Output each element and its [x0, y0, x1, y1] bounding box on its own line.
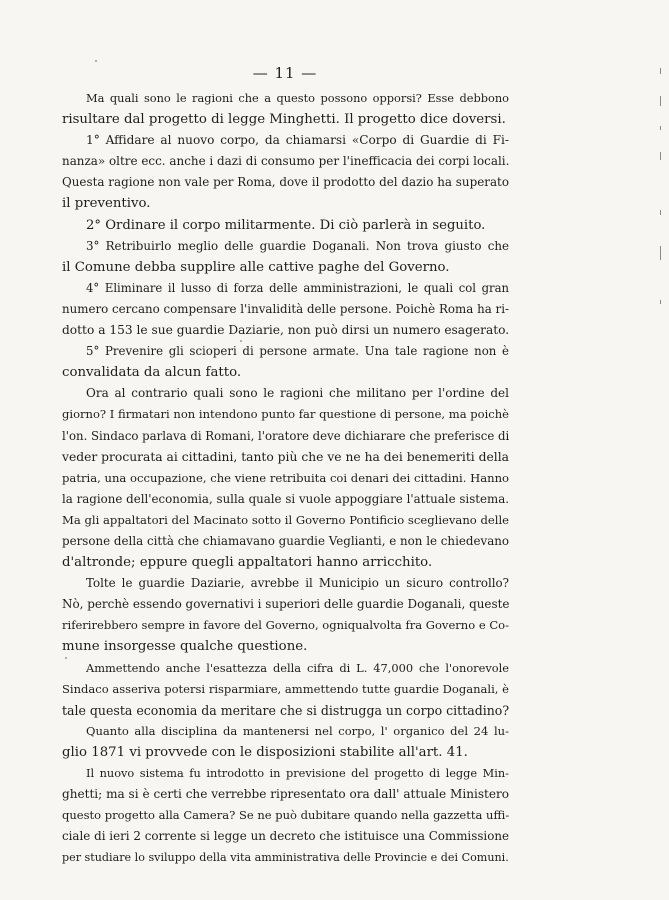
text-line: il preventivo. — [62, 196, 151, 212]
margin-scan-mark — [660, 96, 661, 106]
text-line: dotto a 153 le sue guardie Daziarie, non può dirsi un numero esagerato. — [62, 323, 510, 338]
text-line: patria, una occupazione, che viene retribuita coi denari dei cittadini. Hanno — [62, 470, 509, 485]
scan-speck — [65, 657, 67, 659]
margin-scan-mark — [660, 210, 661, 215]
text-line: 4° Eliminare il lusso di forza delle amministrazioni, le quali col gran — [86, 280, 509, 295]
text-line: convalidata da alcun fatto. — [62, 365, 242, 381]
text-line: Ma gli appaltatori del Macinato sotto il Governo Pontificio sceglievano delle — [62, 512, 509, 527]
text-line: Sindaco asseriva potersi risparmiare, ammettendo tutte guardie Doganali, è — [62, 681, 509, 696]
margin-scan-mark — [660, 152, 661, 160]
text-line: nanza» oltre ecc. anche i dazi di consumo per l'inefficacia dei corpi locali. — [62, 154, 510, 169]
text-line: l'on. Sindaco parlava di Romani, l'oratore deve dichiarare che preferisce di — [62, 428, 510, 443]
text-line: Tolte le guardie Daziarie, avrebbe il Municipio un sicuro controllo? — [86, 576, 509, 591]
margin-scan-mark — [660, 300, 661, 304]
text-line: mune insorgesse qualche questione. — [62, 639, 308, 655]
text-line: glio 1871 vi provvede con le disposizioni stabilite all'art. 41. — [62, 744, 468, 760]
body-text — [62, 88, 509, 868]
text-line: Ammettendo anche l'esattezza della cifra di L. 47,000 che l'onorevole — [86, 660, 509, 675]
text-line: per studiare lo sviluppo della vita amministrativa delle Provincie e dei Comuni. — [62, 851, 509, 865]
text-line: numero cercano compensare l'invalidità delle persone. Poichè Roma ha ri- — [62, 301, 509, 316]
text-line: 2° Ordinare il corpo militarmente. Di ciò parlerà in seguito. — [86, 217, 486, 233]
text-line: tale questa economia da meritare che si distrugga un corpo cittadino? — [62, 702, 510, 718]
margin-scan-mark — [660, 246, 661, 260]
text-line: ghetti; ma si è certi che verrebbe ripresentato ora dall' attuale Ministero — [62, 787, 509, 802]
text-line: Questa ragione non vale per Roma, dove il prodotto del dazio ha superato — [62, 175, 509, 190]
text-line: Quanto alla disciplina da mantenersi nel corpo, l' organico del 24 lu- — [86, 723, 509, 738]
text-line: il Comune debba supplire alle cattive paghe del Governo. — [62, 259, 450, 275]
text-line: veder procurata ai cittadini, tanto più che ve ne ha dei benemeriti della — [62, 449, 509, 464]
scan-speck — [240, 340, 242, 342]
text-line: questo progetto alla Camera? Se ne può dubitare quando nella gazzetta uffi- — [62, 808, 510, 823]
scan-speck — [95, 60, 97, 62]
text-line: 3° Retribuirlo meglio delle guardie Doganali. Non trova giusto che — [86, 238, 509, 253]
text-line: Il nuovo sistema fu introdotto in previsione del progetto di legge Min- — [86, 766, 509, 780]
text-line: Ma quali sono le ragioni che a questo possono opporsi? Esse debbono — [86, 91, 509, 105]
text-line: Ora al contrario quali sono le ragioni che militano per l'ordine del — [86, 386, 509, 401]
text-line: ciale di ieri 2 corrente si legge un decreto che istituisce una Commissione — [62, 829, 509, 844]
text-line: giorno? I firmatari non intendono punto far questione di persone, ma poichè — [62, 407, 509, 422]
text-line: Nò, perchè essendo governativi i superiori delle guardie Doganali, queste — [62, 597, 510, 612]
page-number: — 11 — — [252, 64, 318, 82]
margin-scan-mark — [660, 68, 661, 74]
text-line: 1° Affidare al nuovo corpo, da chiamarsi «Corpo di Guardie di Fi- — [86, 133, 509, 148]
text-line: riferirebbero sempre in favore del Governo, ogniqualvolta fra Governo e Co- — [62, 618, 509, 633]
text-line: la ragione dell'economia, sulla quale si vuole appoggiare l'attuale sistema. — [62, 491, 509, 506]
text-line: d'altronde; eppure quegli appaltatori hanno arricchito. — [62, 555, 433, 571]
margin-scan-mark — [660, 126, 661, 130]
text-line: 5° Prevenire gli scioperi di persone armate. Una tale ragione non è — [86, 344, 509, 359]
text-line: risultare dal progetto di legge Minghetti. Il progetto dice doversi. — [62, 112, 506, 128]
text-line: persone della città che chiamavano guardie Veglianti, e non le chiedevano — [62, 533, 510, 548]
